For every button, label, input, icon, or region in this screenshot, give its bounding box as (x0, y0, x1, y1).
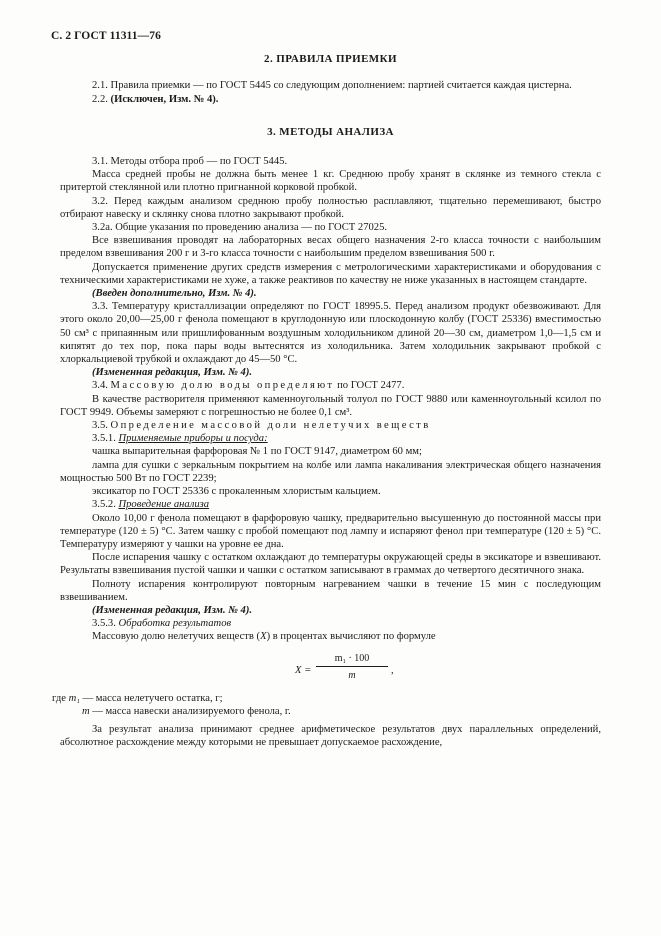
paragraph-3-5-number: 3.5. (92, 420, 111, 432)
formula-denominator: m (348, 669, 356, 681)
paragraph-3-2: 3.2. Перед каждым анализом среднюю пробу полностью расплавляют, тщательно перемешивают, быстро отбирают навеску и склянку снова плотно закрывают пробкой. (60, 195, 601, 220)
paragraph-3-5 (60, 419, 601, 432)
paragraph-3-4-reference: по ГОСТ 2477. (334, 380, 405, 392)
equipment-item-lamp: лампа для сушки с зеркальным покрытием на колбе или лампа накаливания электрическая общего назначения мощностью 500 Вт по ГОСТ 2239; (60, 459, 601, 484)
formula-intro-pre: Массовую долю нелетучих веществ ( (92, 631, 261, 643)
paragraph-3-4-solvent: В качестве растворителя применяют каменноугольный толуол по ГОСТ 9880 или каменноугольный ксилол по ГОСТ 9949. Объемы замеряют с погрешностью не более 0,1 см³. (60, 393, 601, 418)
page-header: С. 2 ГОСТ 11311—76 (51, 30, 161, 42)
paragraph-3-2a: 3.2а. Общие указания по проведению анализа — по ГОСТ 27025. (92, 222, 388, 234)
section-2-title: 2. ПРАВИЛА ПРИЕМКИ (264, 53, 397, 66)
amendment-note-introduced: (Введен дополнительно, Изм. № 4). (92, 288, 257, 300)
paragraph-3-4-number: 3.4. (92, 380, 111, 392)
paragraph-3-5-1-number: 3.5.1. (92, 433, 119, 445)
paragraph-3-5-1 (60, 432, 601, 445)
paragraph-2-1: 2.1. Правила приемки — по ГОСТ 5445 со следующим дополнением: партией считается каждая цистерна. (92, 80, 572, 92)
paragraph-3-1: 3.1. Методы отбора проб — по ГОСТ 5445. (92, 156, 288, 168)
paragraph-3-5-3 (60, 617, 601, 630)
paragraph-3-2a-equipment: Допускается применение других средств измерения с метрологическими характеристиками и оборудования с техническими характеристиками не хуже, а также реактивов по качеству не ниже указанных в настоящем стандарте. (60, 261, 601, 286)
paragraph-2-2-excluded: (Исключен, Изм. № 4). (110, 93, 219, 105)
amendment-note-revised-1: (Измененная редакция, Изм. № 4). (92, 367, 253, 379)
paragraph-3-5-3-number: 3.5.3. (92, 618, 119, 630)
paragraph-3-4-spaced-title: Массовую долю воды определяют (110, 380, 335, 392)
fraction-bar (316, 666, 388, 667)
formula-numerator: m₁ · 100 (334, 652, 370, 664)
where-2-variable: m (82, 705, 90, 717)
paragraph-3-5-3-result: За результат анализа принимают среднее арифметическое результатов двух параллельных определений, абсолютное расхождение между которыми не превышает допускаемое расхождение, (60, 723, 601, 749)
paragraph-3-5-2-heading: Проведение анализа (118, 499, 210, 511)
paragraph-3-5-1-heading: Применяемые приборы и посуда: (118, 433, 268, 445)
paragraph-2-2 (60, 93, 601, 106)
paragraph-2-2-number: 2.2. (92, 93, 111, 105)
where-1-variable: m₁ (68, 692, 80, 704)
formula-where-2 (60, 705, 601, 718)
formula-lhs: X = (295, 664, 312, 676)
paragraph-3-5-2-weighing: После испарения чашку с остатком охлаждают до температуры окружающей среды в эксикаторе и взвешивают. Результаты взвешивания пустой чашки и чашки с остатком записывают в граммах до четвертого десятичного знака. (60, 552, 601, 577)
section-3-title: 3. МЕТОДЫ АНАЛИЗА (267, 125, 394, 138)
formula-intro-post: ) в процентах вычисляют по формуле (266, 631, 436, 643)
paragraph-3-5-2 (60, 498, 601, 511)
formula-tail: , (391, 664, 394, 676)
formula-intro-variable: X (260, 631, 267, 643)
equipment-item-dish: чашка выпарительная фарфоровая № 1 по ГОСТ 9147, диаметром 60 мм; (92, 446, 422, 458)
paragraph-3-5-3-intro (60, 630, 601, 643)
paragraph-3-3: 3.3. Температуру кристаллизации определяют по ГОСТ 18995.5. Перед анализом продукт обезвоживают. Для этого около 20,00—25,00 г фенола помещают в круглодонную или плоскодонную колбу (ГОСТ 25336) вместимостью 50 см³ с припаянным или пришлифованным воздушным холодильником длиной 20—30 см, диаметром 1,0—1,5 см и кипятят до тех пор, пока пары воды вытеснятся из холодильника. Затем холодильник закрывают пробкой с хлоркальциевой трубкой и охлаждают до 45—50 °С. (60, 301, 601, 366)
paragraph-3-5-2-procedure: Около 10,00 г фенола помещают в фарфоровую чашку, предварительно высушенную до постоянной массы при температуре (120 ± 5) °С. Затем чашку с пробой помещают под лампу и испаряют фенол при температуре (120 ± 5) °С. Температуру измеряют у чашки на уровне ее дна. (60, 512, 601, 550)
paragraph-3-4 (60, 379, 601, 392)
paragraph-3-5-spaced-title: Определение массовой доли нелетучих веществ (110, 420, 431, 432)
equipment-item-desiccator: эксикатор по ГОСТ 25336 с прокаленным хлористым кальцием. (92, 486, 381, 498)
formula (60, 652, 601, 688)
paragraph-3-2a-weighing: Все взвешивания проводят на лабораторных весах общего назначения 2-го класса точности с наибольшим пределом взвешивания 200 г и 3-го класса точности с наибольшим пределом взвешивания 500 г. (60, 235, 601, 260)
paragraph-3-1-mass: Масса средней пробы не должна быть менее 1 кг. Среднюю пробу хранят в склянке из темного стекла с притертой стеклянной или плотно пригнанной корковой пробкой. (60, 169, 601, 194)
where-2-text: — масса навески анализируемого фенола, г. (89, 705, 291, 717)
paragraph-3-5-3-heading: Обработка результатов (118, 618, 232, 630)
formula-where-1 (52, 692, 601, 705)
formula-fraction (316, 652, 388, 682)
where-1-prefix: где (52, 692, 69, 704)
paragraph-3-5-2-control: Полноту испарения контролируют повторным нагреванием чашки в течение 15 мин с последующим взвешиванием. (60, 578, 601, 603)
amendment-note-revised-2: (Измененная редакция, Изм. № 4). (92, 604, 253, 616)
where-1-text: — масса нелетучего остатка, г; (79, 692, 223, 704)
paragraph-3-5-2-number: 3.5.2. (92, 499, 119, 511)
